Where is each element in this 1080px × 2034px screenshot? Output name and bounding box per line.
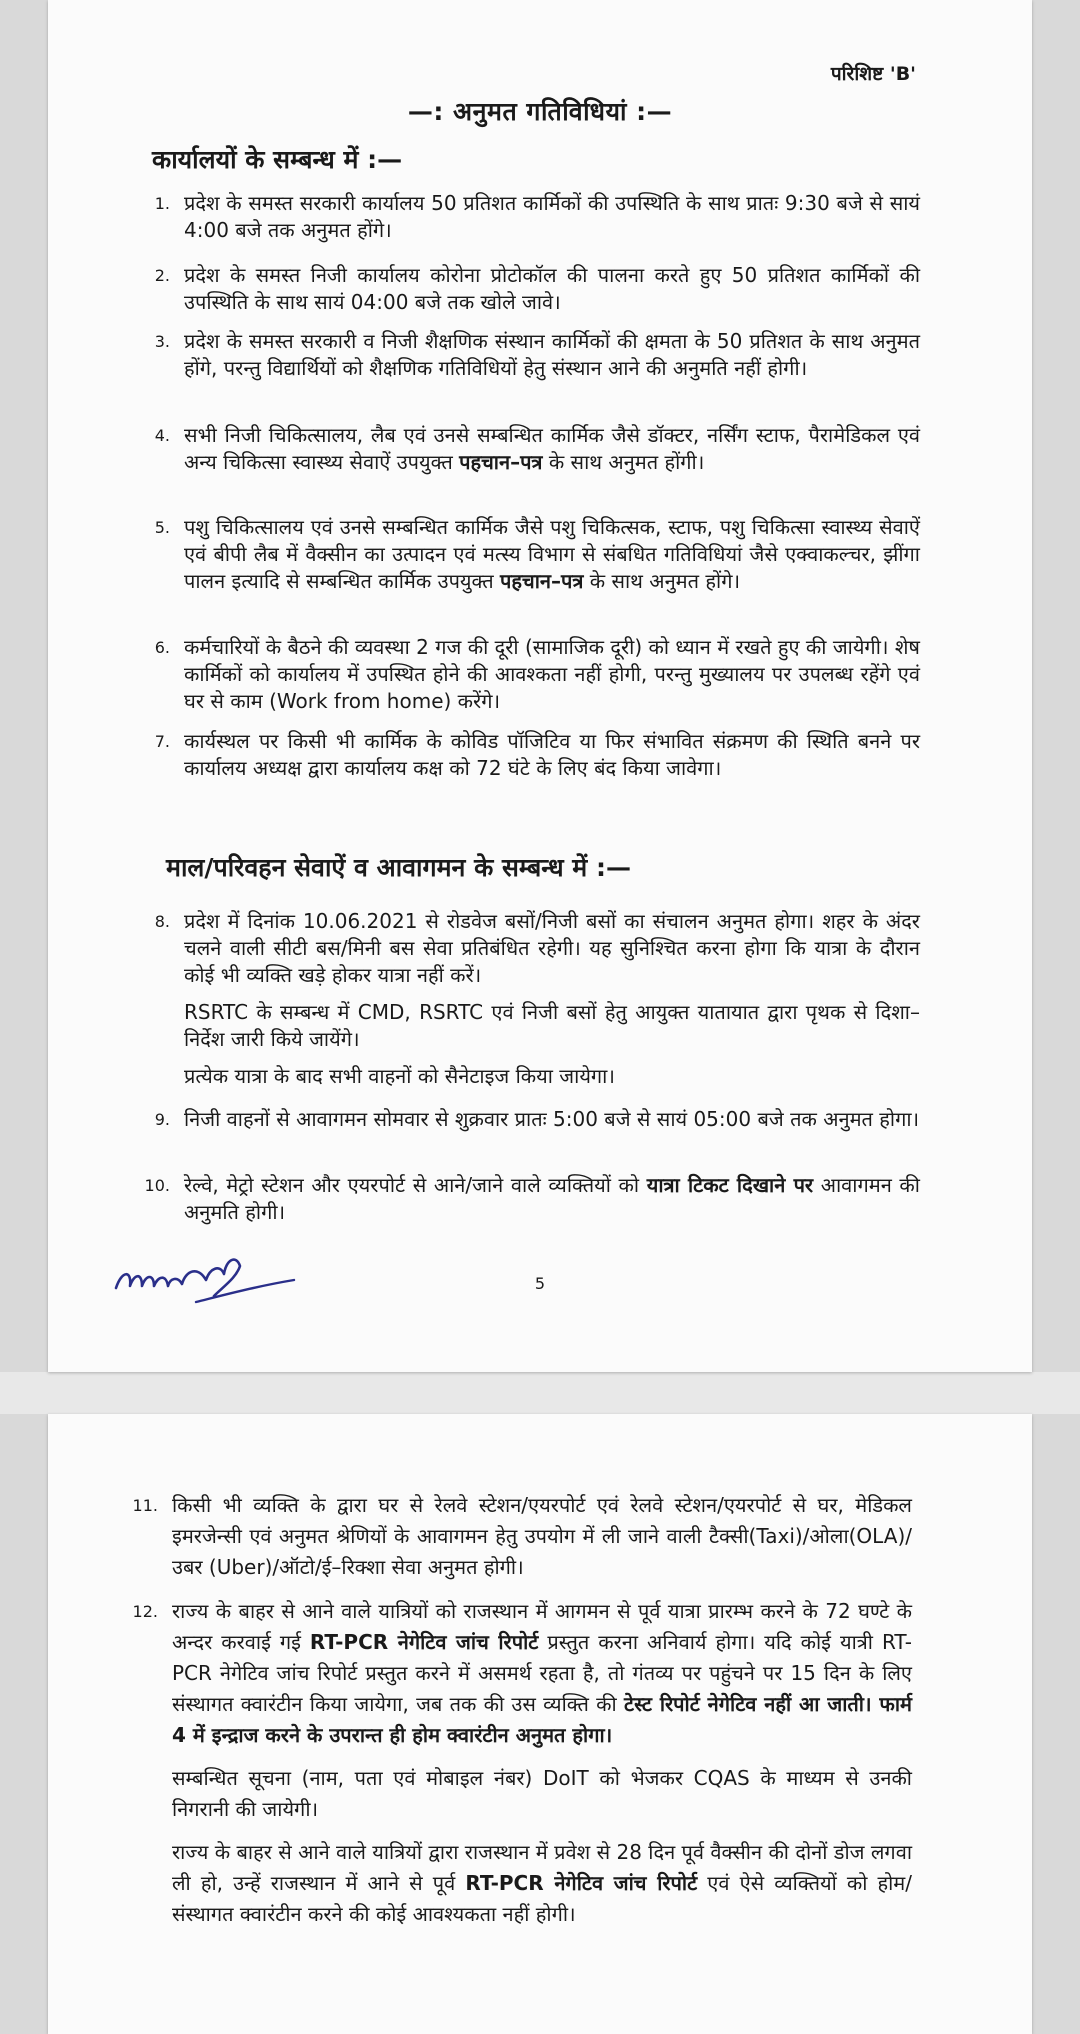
annexure-label: परिशिष्ट 'B' [830, 63, 916, 85]
list-item-12 [128, 1596, 912, 1930]
item-text [184, 1172, 920, 1226]
item-text-part: राज्य के बाहर से आने वाले यात्रियों द्वारा राजस्थान में प्रवेश से 28 दिन पूर्व वैक्सीन की दोनों डोज लगवा ली हो, उन्हें राजस्थान में आने से पूर्व [172, 1840, 912, 1895]
item-number: 8. [154, 912, 170, 931]
list-item-9 [140, 1106, 920, 1133]
item-text-bold: RT-PCR नेगेटिव जांच रिपोर्ट [465, 1871, 698, 1895]
item-text [172, 1596, 912, 1751]
item-text: प्रदेश में दिनांक 10.06.2021 से रोडवेज बसों/निजी बसों का संचालन अनुमत होगा। शहर के अंदर चलने वाली सीटी बस/मिनी बस सेवा प्रतिबंधित रहेगी। यह सुनिश्चित करना होगा कि यात्रा के दौरान कोई भी व्यक्ति खड़े होकर यात्रा नहीं करें। [184, 909, 920, 987]
item-text-part: रेल्वे, मेट्रो स्टेशन और एयरपोर्ट से आने/जाने वाले व्यक्तियों को [184, 1173, 647, 1197]
item-text: प्रदेश के समस्त सरकारी व निजी शैक्षणिक संस्थान कार्मिकों की क्षमता के 50 प्रतिशत के साथ अनुमत होंगे, परन्तु विद्यार्थियों को शैक्षणिक गतिविधियों हेतु संस्थान आने की अनुमति नहीं होगी। [184, 329, 920, 380]
list-item-7 [140, 728, 920, 782]
page-number: 5 [534, 1274, 546, 1293]
item-text-part: पशु चिकित्सालय एवं उनसे सम्बन्धित कार्मिक जैसे पशु चिकित्सक, स्टाफ, पशु चिकित्सा स्वास्थ्य सेवाऐं एवं बीपी लैब में वैक्सीन का उत्पादन एवं मत्स्य विभाग से संबधित गतिविधियां जैसे एक्वाकल्चर, झींगा पालन इत्यादि से सम्बन्धित कार्मिक उपयुक्त [184, 515, 920, 593]
section-heading-offices: कार्यालयों के सम्बन्ध में :— [152, 145, 403, 174]
section-heading-transport: माल/परिवहन सेवाऐं व आवागमन के सम्बन्ध में :— [166, 853, 631, 882]
item-number: 7. [154, 732, 170, 751]
list-item-11 [128, 1490, 912, 1583]
list-item-5 [140, 514, 920, 595]
item-text-part: प्रस्तुत करना अनिवार्य होगा। यदि कोई यात्री RT-PCR नेगेटिव जांच रिपोर्ट प्रस्तुत करने में असमर्थ रहता है, तो गंतव्य पर पहुंचने पर 15 दिन के लिए संस्थागत क्वारंटीन किया जायेगा, जब तक की उस व्यक्ति की [172, 1630, 912, 1716]
item-text: कार्यस्थल पर किसी भी कार्मिक के कोविड पॉजिटिव या फिर संभावित संक्रमण की स्थिति बनने पर कार्यालय अध्यक्ष द्वारा कार्यालय कक्ष को 72 घंटे के लिए बंद किया जावेगा। [184, 729, 920, 780]
item-text-bold: टेस्ट रिपोर्ट नेगेटिव नहीं आ जाती। फार्म 4 में इन्द्राज करने के उपरान्त ही होम क्वारंटीन अनुमत होगा। [172, 1692, 912, 1747]
item-number: 12. [132, 1602, 158, 1621]
list-item-4 [140, 422, 920, 476]
list-item-8 [140, 908, 920, 1090]
document-title: —: अनुमत गतिविधियां :— [407, 97, 673, 126]
list-item-1 [140, 190, 920, 244]
item-text [184, 514, 920, 595]
item-number: 2. [154, 266, 170, 285]
item-number: 4. [154, 426, 170, 445]
item-subtext: प्रत्येक यात्रा के बाद सभी वाहनों को सैनेटाइज किया जायेगा। [184, 1064, 615, 1088]
document-page-1 [48, 0, 1032, 1372]
page-gap [0, 1372, 1080, 1414]
item-text-part: सभी निजी चिकित्सालय, लैब एवं उनसे सम्बन्धित कार्मिक जैसे डॉक्टर, नर्सिंग स्टाफ, पैरामेडिकल एवं अन्य चिकित्सा स्वास्थ्य सेवाऐं उपयुक्त [184, 423, 920, 474]
list-item-3 [140, 328, 920, 382]
item-text-part: एवं ऐसे व्यक्तियों को होम/संस्थागत क्वारंटीन करने की कोई आवश्यकता नहीं होगी। [172, 1871, 912, 1926]
item-text-part: राज्य के बाहर से आने वाले यात्रियों को राजस्थान में आगमन से पूर्व यात्रा प्रारम्भ करने के 72 घण्टे के अन्दर करवाई गई [172, 1599, 912, 1654]
item-text: प्रदेश के समस्त निजी कार्यालय कोरोना प्रोटोकॉल की पालना करते हुए 50 प्रतिशत कार्मिकों की उपस्थिति के साथ सायं 04:00 बजे तक खोले जावे। [184, 263, 920, 314]
item-text-bold: यात्रा टिकट दिखाने पर [646, 1173, 814, 1197]
item-text-part: के साथ अनुमत होंगे। [583, 569, 741, 593]
item-text [184, 422, 920, 476]
list-item-10 [140, 1172, 920, 1226]
item-subtext: RSRTC के सम्बन्ध में CMD, RSRTC एवं निजी बसों हेतु आयुक्त यातायात द्वारा पृथक से दिशा–निर्देश जारी किये जायेंगे। [184, 1000, 920, 1051]
item-text-part: आवागमन की अनुमति होगी। [184, 1173, 920, 1224]
item-text-part: के साथ अनुमत होंगी। [542, 450, 705, 474]
item-number: 11. [132, 1496, 158, 1515]
item-number: 3. [154, 332, 170, 351]
item-subtext: सम्बन्धित सूचना (नाम, पता एवं मोबाइल नंबर) DoIT को भेजकर CQAS के माध्यम से उनकी निगरानी की जायेगी। [172, 1766, 912, 1821]
item-number: 1. [154, 194, 170, 213]
item-number: 9. [154, 1110, 170, 1129]
item-number: 10. [144, 1176, 170, 1195]
item-text: प्रदेश के समस्त सरकारी कार्यालय 50 प्रतिशत कार्मिकों की उपस्थिति के साथ प्रातः 9:30 बजे से सायं 4:00 बजे तक अनुमत होंगे। [184, 191, 920, 242]
item-text: कर्मचारियों के बैठने की व्यवस्था 2 गज की दूरी (सामाजिक दूरी) को ध्यान में रखते हुए की जायेगी। शेष कार्मिकों को कार्यालय में उपस्थित होने की आवश्कता नहीं होगी, परन्तु मुख्यालय पर उपलब्ध रहेंगे एवं घर से काम (Work from home) करेंगे। [184, 635, 920, 713]
item-text: किसी भी व्यक्ति के द्वारा घर से रेलवे स्टेशन/एयरपोर्ट एवं रेलवे स्टेशन/एयरपोर्ट से घर, मेडिकल इमरजेन्सी एवं अनुमत श्रेणियों के आवागमन हेतु उपयोग में ली जाने वाली टैक्सी(Taxi)/ओला(OLA)/उबर (Uber)/ऑटो/ई–रिक्शा सेवा अनुमत होगी। [172, 1493, 912, 1579]
item-text-bold: पहचान–पत्र [500, 569, 584, 593]
list-item-6 [140, 634, 920, 715]
item-subtext [172, 1837, 912, 1930]
item-text: निजी वाहनों से आवागमन सोमवार से शुक्रवार प्रातः 5:00 बजे से सायं 05:00 बजे तक अनुमत होगा। [184, 1107, 920, 1131]
document-page-2 [48, 1414, 1032, 2034]
item-number: 6. [154, 638, 170, 657]
item-text-bold: RT-PCR नेगेटिव जांच रिपोर्ट [309, 1630, 539, 1654]
item-number: 5. [154, 518, 170, 537]
list-item-2 [140, 262, 920, 316]
item-text-bold: पहचान–पत्र [459, 450, 543, 474]
